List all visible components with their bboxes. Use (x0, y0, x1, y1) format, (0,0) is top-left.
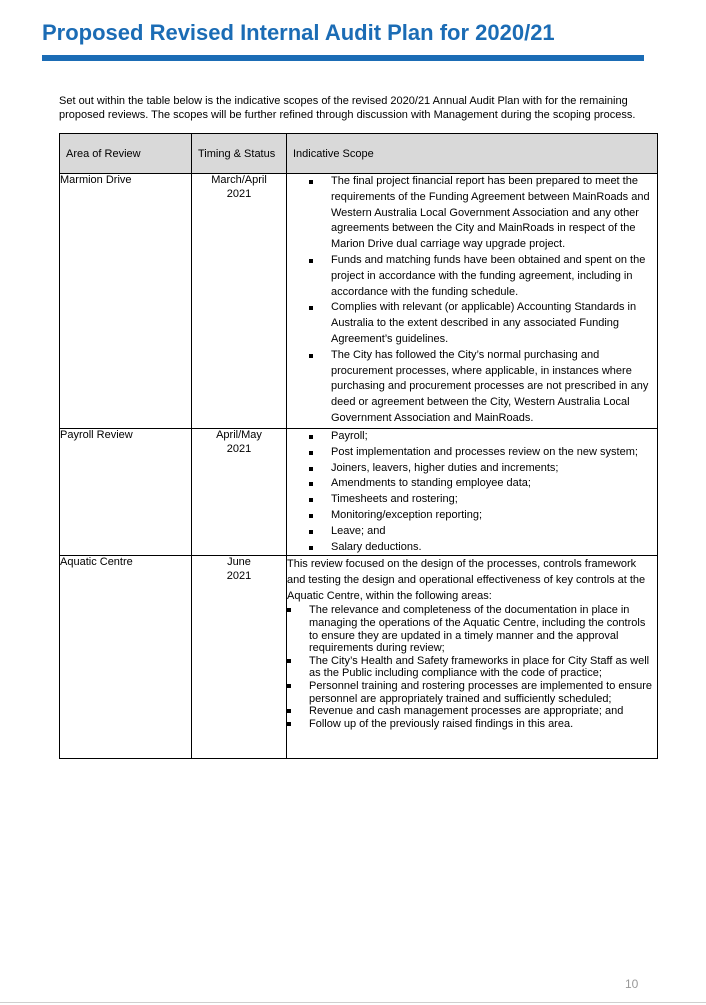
scope-bullet: Joiners, leavers, higher duties and increments; (287, 461, 657, 477)
scope-bullet: Post implementation and processes review on the new system; (287, 445, 657, 461)
scope-cell (287, 556, 658, 759)
scope-cell (287, 174, 658, 429)
table-row (60, 429, 658, 556)
scope-bullet: Revenue and cash management processes are appropriate; and (287, 705, 657, 718)
scope-bullet: Amendments to standing employee data; (287, 476, 657, 492)
timing-year: 2021 (226, 442, 252, 455)
header-timing-status: Timing & Status (192, 134, 287, 174)
page-number: 10 (625, 977, 639, 991)
scope-bullet: Salary deductions. (287, 540, 657, 556)
table-row (60, 174, 658, 429)
timing-year: 2021 (226, 187, 252, 200)
scope-bullet: The final project financial report has been prepared to meet the requirements of the Funding Agreement between MainRoads and Western Australia Local Government Association and any other agreements between the City and MainRoads in respect of the Marion Drive dual carriage way upgrade project. (287, 174, 657, 253)
table-header-row (60, 134, 658, 174)
area-cell: Marmion Drive (60, 174, 192, 429)
audit-plan-table (59, 133, 658, 759)
scope-bullet-list (287, 429, 657, 555)
header-area-of-review: Area of Review (60, 134, 192, 174)
intro-paragraph: Set out within the table below is the indicative scopes of the revised 2020/21 Annual Audit Plan with for the remaining proposed reviews. The scopes will be further refined through discussion with Management during the scoping process. (59, 95, 636, 121)
timing-period: April/May (216, 429, 262, 441)
page-bottom-divider (0, 1002, 706, 1003)
scope-bullet: Leave; and (287, 524, 657, 540)
scope-bullet: Monitoring/exception reporting; (287, 508, 657, 524)
scope-bullet-list (287, 174, 657, 427)
scope-bullet: Follow up of the previously raised findings in this area. (287, 718, 657, 731)
timing-period: March/April (211, 174, 267, 186)
scope-bullet: The City has followed the City’s normal purchasing and procurement processes, where applicable, in instances where purchasing and procurement processes are not prescribed in any deed or agreement between the City, Western Australia Local Government Association and MainRoads. (287, 348, 657, 427)
scope-bullet: Timesheets and rostering; (287, 492, 657, 508)
area-cell: Payroll Review (60, 429, 192, 556)
scope-intro-text: This review focused on the design of the processes, controls framework and testing the design and operational effectiveness of key controls at the Aquatic Centre, within the following areas: (287, 558, 646, 603)
timing-cell (192, 556, 287, 759)
timing-cell (192, 429, 287, 556)
title-underline (42, 55, 644, 61)
scope-bullet: Personnel training and rostering processes are implemented to ensure personnel are appropriately trained and sufficiently scheduled; (287, 680, 657, 705)
table-row (60, 556, 658, 759)
timing-period: June (227, 556, 251, 569)
timing-cell (192, 174, 287, 429)
scope-bullet: Payroll; (287, 429, 657, 445)
scope-bullet: Funds and matching funds have been obtained and spent on the project in accordance with the funding agreement, including in accordance with the funding schedule. (287, 253, 657, 300)
scope-bullet: Complies with relevant (or applicable) Accounting Standards in Australia to the extent described in any associated Funding Agreement’s guidelines. (287, 300, 657, 347)
scope-bullet: The relevance and completeness of the documentation in place in managing the operations of the Aquatic Centre, including the controls to ensure they are updated in a timely manner and the approval requirements during review; (287, 604, 657, 654)
scope-bullet: The City’s Health and Safety frameworks in place for City Staff as well as the Public including compliance with the code of practice; (287, 655, 657, 680)
scope-bullet-list (287, 604, 657, 730)
header-indicative-scope: Indicative Scope (287, 134, 658, 174)
area-cell: Aquatic Centre (60, 556, 192, 759)
timing-year: 2021 (226, 569, 252, 582)
scope-cell (287, 429, 658, 556)
page-title: Proposed Revised Internal Audit Plan for 2020/21 (42, 20, 555, 45)
